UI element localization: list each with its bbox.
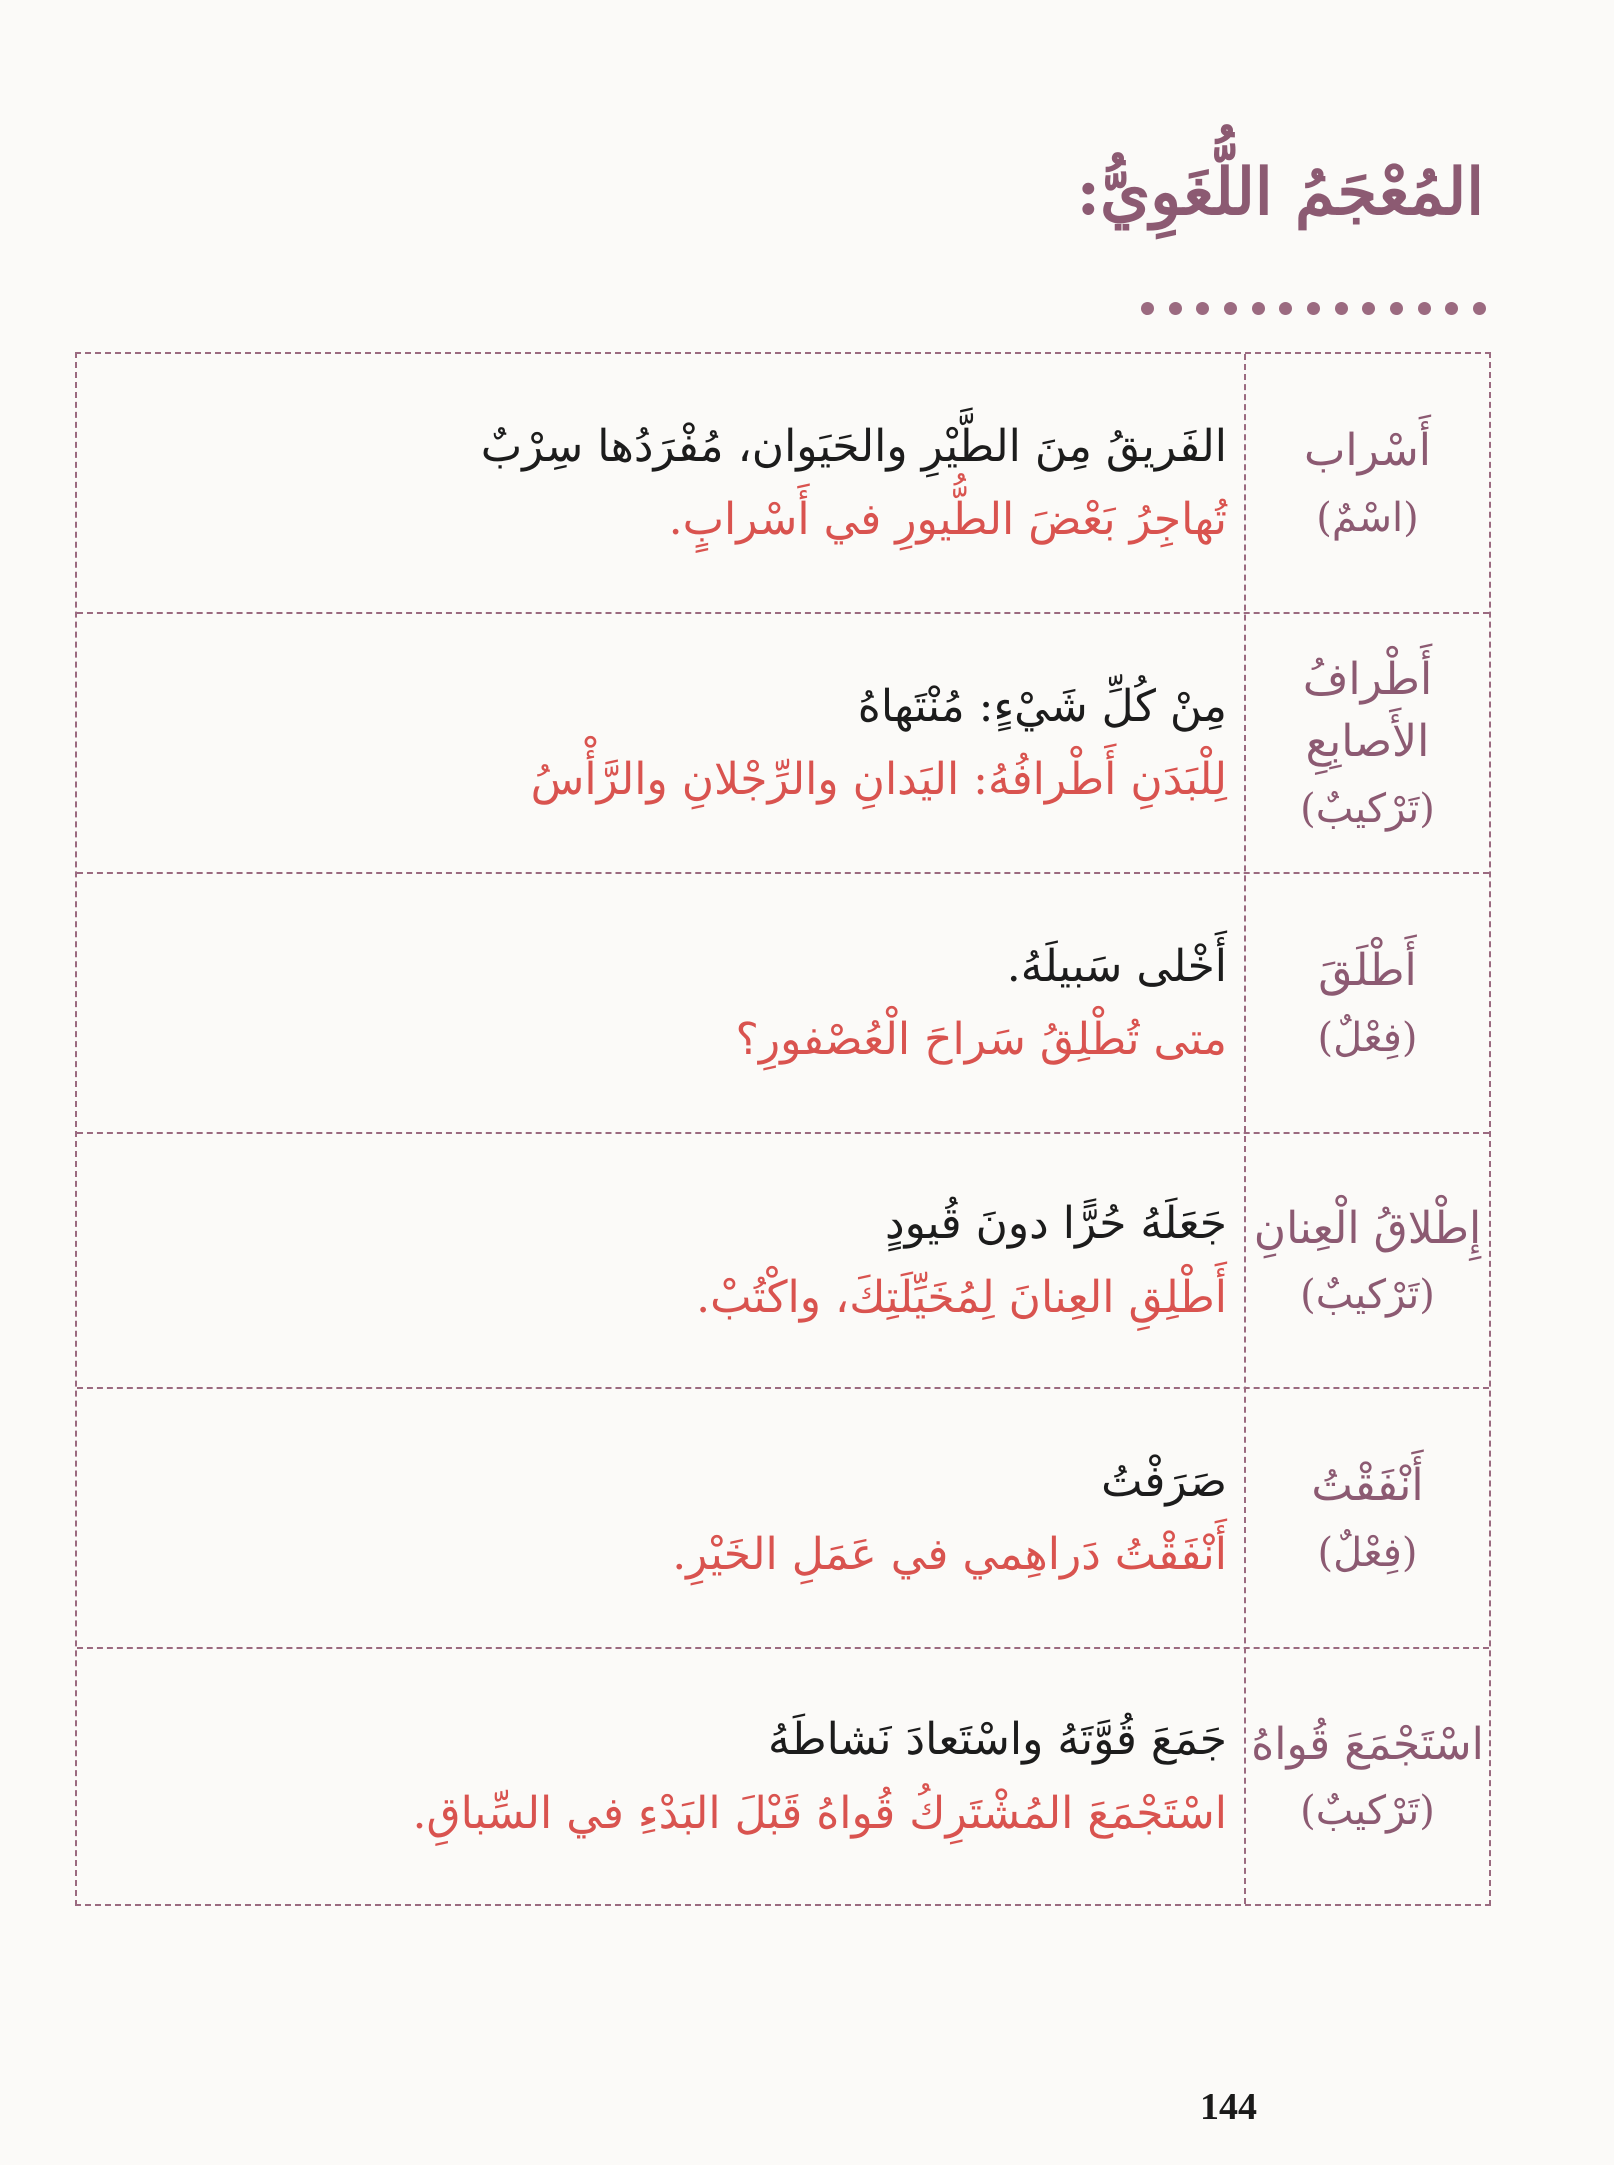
vocab-term-kind: (تَرْكيبٌ): [1300, 1272, 1435, 1319]
vocab-term: أَطْلَقَ: [1318, 945, 1417, 997]
divider-dot: [1418, 302, 1431, 315]
vocab-row: [77, 1134, 1489, 1389]
vocab-term-cell: [1246, 1134, 1489, 1387]
vocabulary-table: [75, 352, 1491, 1906]
vocab-term-kind: (تَرْكيبٌ): [1300, 785, 1435, 832]
vocab-term-kind: (تَرْكيبٌ): [1300, 1788, 1435, 1835]
vocab-term-kind: (اسْمٌ): [1316, 494, 1419, 541]
vocab-row: [77, 1649, 1489, 1904]
divider-dot: [1362, 302, 1375, 315]
vocab-term: أَسْراب: [1304, 425, 1432, 477]
vocab-row: [77, 1389, 1489, 1649]
divider-dot: [1224, 302, 1237, 315]
vocab-term-cell: [1246, 614, 1489, 872]
vocab-term-cell: [1246, 1649, 1489, 1904]
vocab-term-kind: (فِعْلٌ): [1317, 1014, 1418, 1061]
vocab-row: [77, 354, 1489, 614]
vocab-definition: أَخْلى سَبيلَهُ.: [1006, 940, 1227, 992]
page-number: 144: [1200, 2086, 1257, 2128]
divider-dot: [1169, 302, 1182, 315]
vocab-term-cell: [1246, 874, 1489, 1132]
vocab-content-cell: [97, 614, 1227, 872]
divider-dot: [1390, 302, 1403, 315]
divider-dot: [1196, 302, 1209, 315]
dotted-divider: [1141, 302, 1486, 316]
vocab-row: [77, 874, 1489, 1134]
vocab-content-cell: [97, 1649, 1227, 1904]
vocab-example: أَطْلِقِ العِنانَ لِمُخَيِّلَتِكَ، واكْتُبْ.: [696, 1271, 1227, 1323]
vocab-row: [77, 614, 1489, 874]
page-title: المُعْجَمُ اللُّغَوِيُّ:: [1076, 155, 1484, 230]
vocab-term: إِطْلاقُ الْعِنانِ: [1253, 1202, 1482, 1254]
vocab-term-kind: (فِعْلٌ): [1317, 1529, 1418, 1576]
vocab-example: أَنْفَقْتُ دَراهِمي في عَمَلِ الخَيْرِ.: [672, 1529, 1227, 1580]
vocab-example: اسْتَجْمَعَ المُشْتَرِكُ قُواهُ قَبْلَ البَدْءِ في السِّباقِ.: [412, 1787, 1227, 1839]
vocab-content-cell: [97, 354, 1227, 612]
divider-dot: [1473, 302, 1486, 315]
vocab-content-cell: [97, 1389, 1227, 1647]
vocab-content-cell: [97, 874, 1227, 1132]
vocab-definition: جَمَعَ قُوَّتَهُ واسْتَعادَ نَشاطَهُ: [768, 1714, 1227, 1766]
vocab-definition: صَرَفْتُ: [1101, 1455, 1227, 1507]
divider-dot: [1141, 302, 1154, 315]
divider-dot: [1279, 302, 1292, 315]
vocab-term-cell: [1246, 354, 1489, 612]
vocab-term-cell: [1246, 1389, 1489, 1647]
vocab-example: متى تُطْلِقُ سَراحَ الْعُصْفورِ؟: [735, 1014, 1227, 1065]
vocab-definition: الفَريقُ مِنَ الطَّيْرِ والحَيَوان، مُفْرَدُها سِرْبٌ: [480, 420, 1227, 472]
vocab-definition: مِنْ كُلِّ شَيْءٍ: مُنْتَهاهُ: [857, 680, 1227, 732]
vocab-example: لِلْبَدَنِ أَطْرافُهُ: اليَدانِ والرِّجْلانِ والرَّأْسُ: [530, 754, 1227, 805]
vocab-term: اسْتَجْمَعَ قُواهُ: [1251, 1718, 1484, 1770]
vocab-content-cell: [97, 1134, 1227, 1387]
divider-dot: [1252, 302, 1265, 315]
divider-dot: [1335, 302, 1348, 315]
divider-dot: [1445, 302, 1458, 315]
vocab-example: تُهاجِرُ بَعْضَ الطُّيورِ في أَسْرابٍ.: [668, 494, 1227, 545]
vocab-term: أَطْرافُ الأَصابِعِ: [1302, 654, 1433, 767]
vocab-term: أَنْفَقْتُ: [1311, 1460, 1424, 1512]
vocab-definition: جَعَلَهُ حُرًّا دونَ قُيودٍ: [884, 1198, 1227, 1250]
divider-dot: [1307, 302, 1320, 315]
